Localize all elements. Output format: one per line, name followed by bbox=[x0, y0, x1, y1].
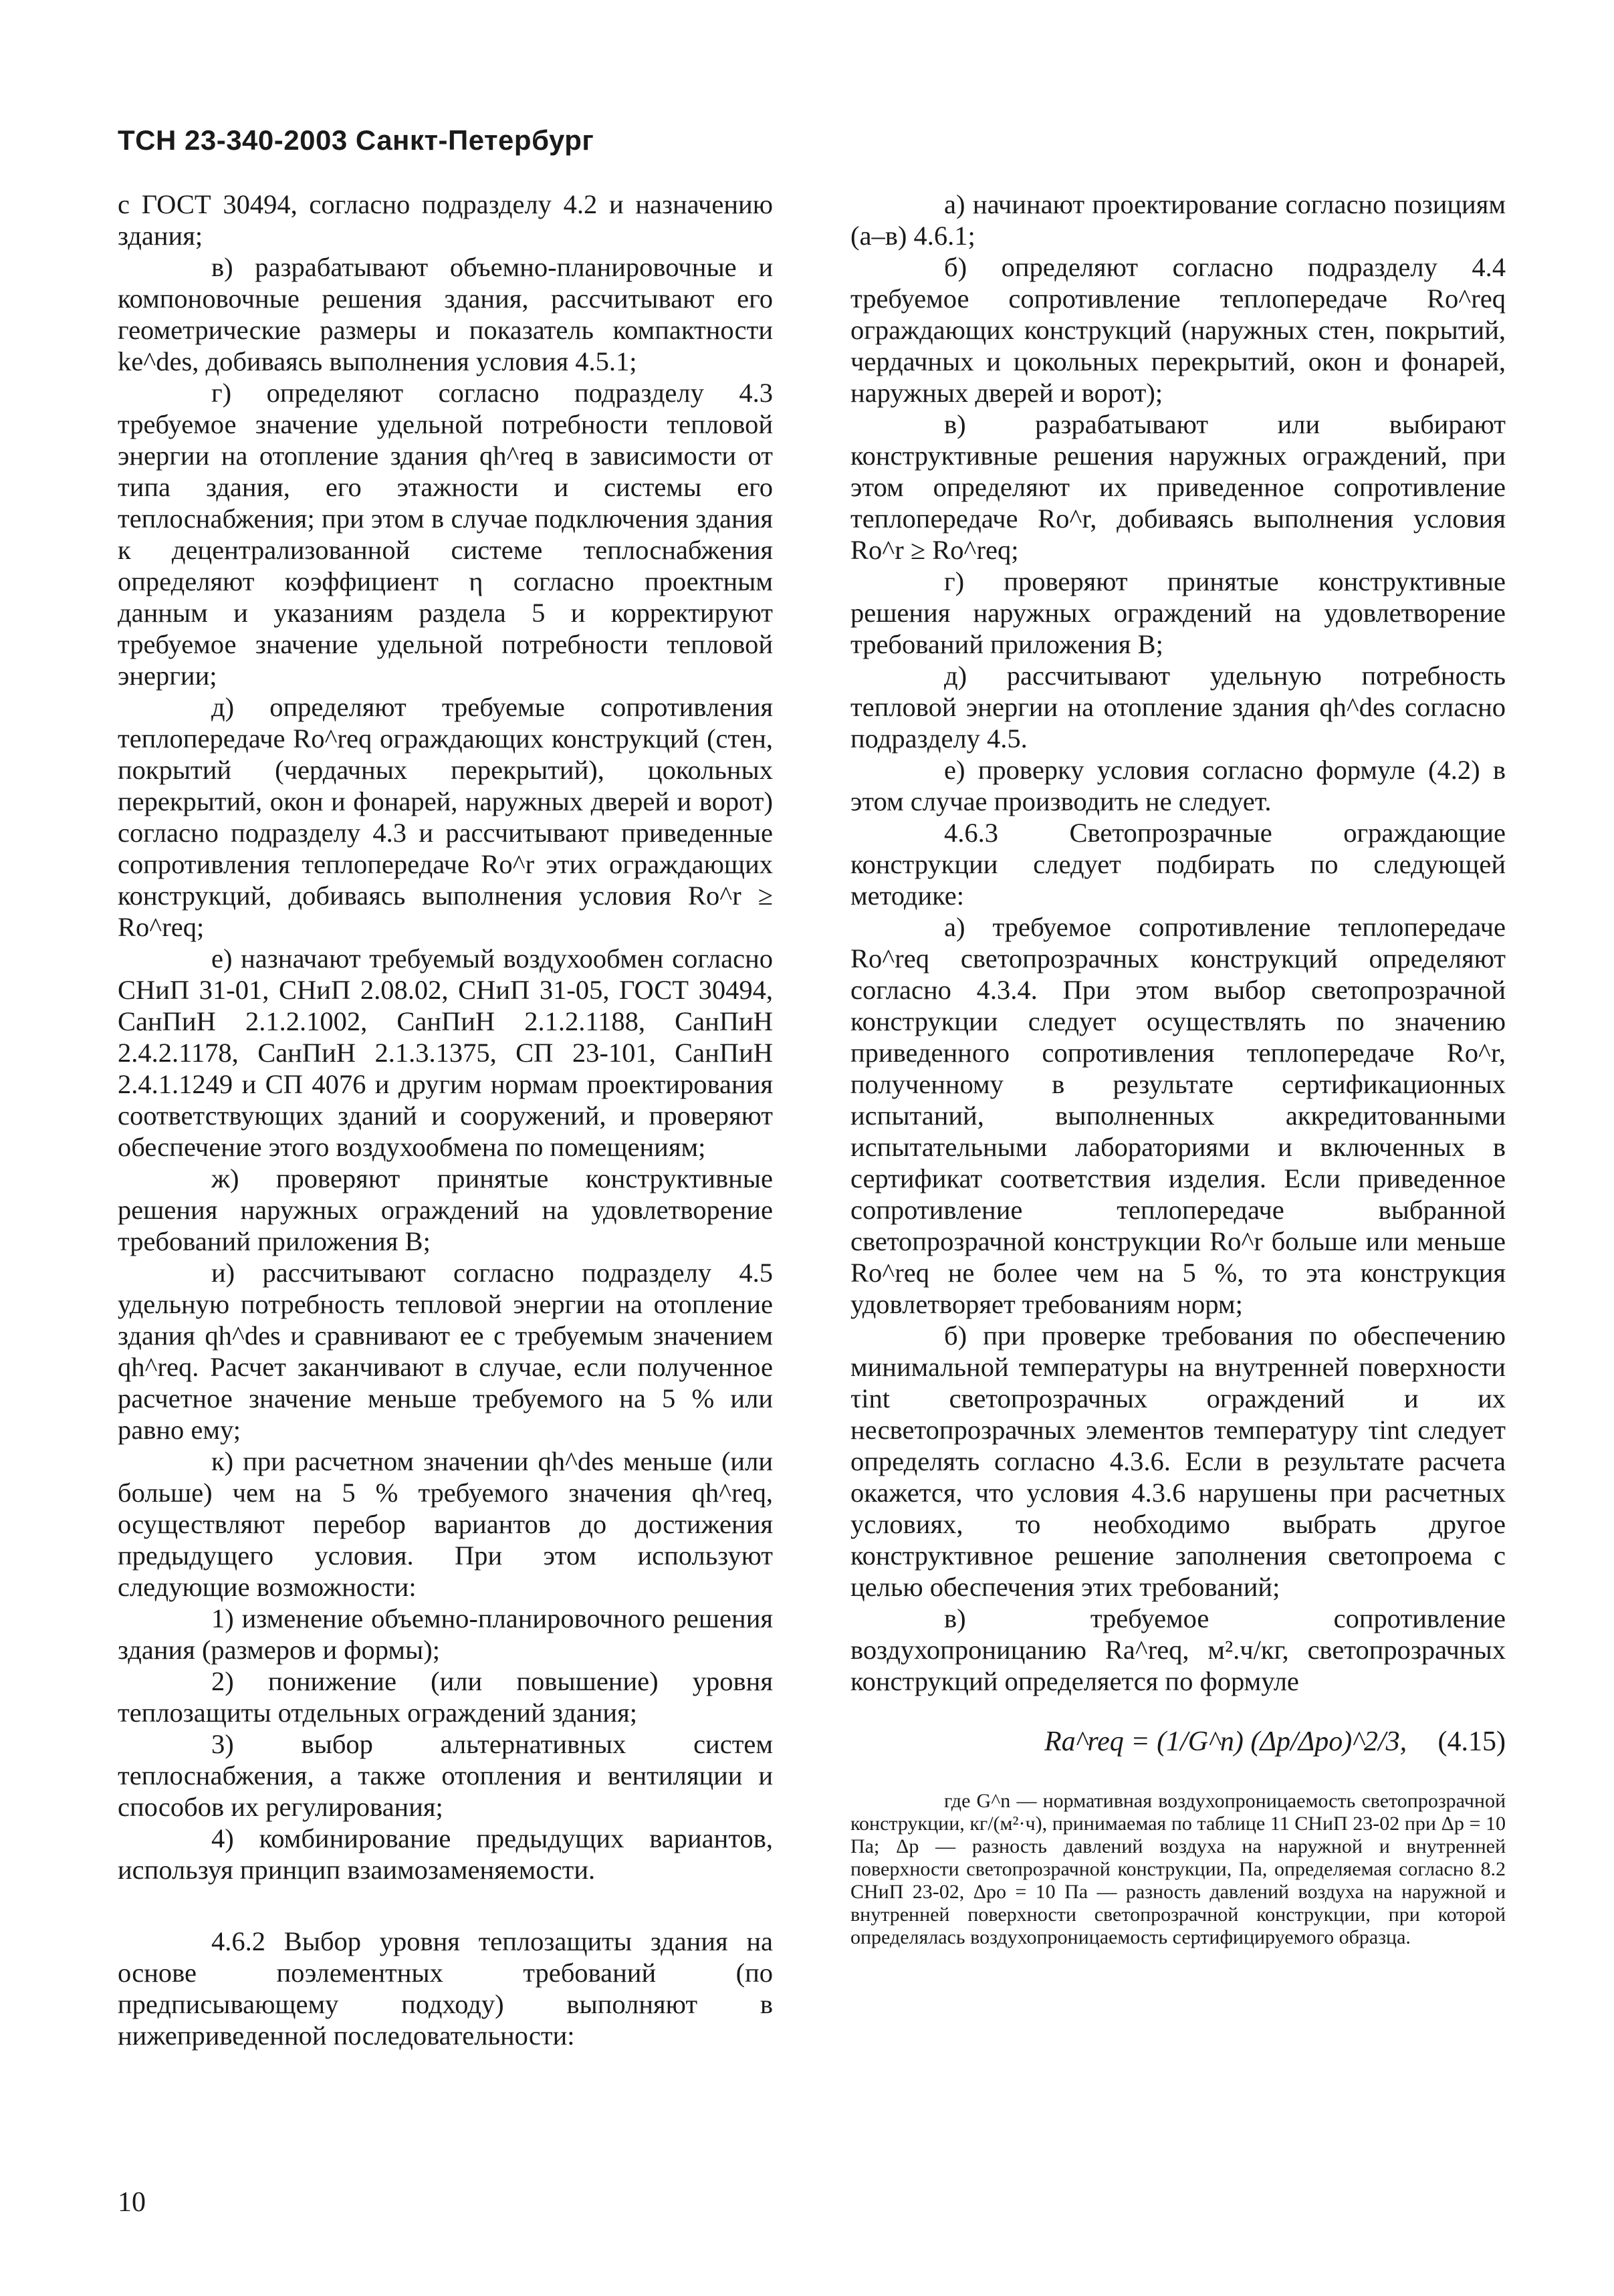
paragraph: в) разрабатывают объемно-планировочные и компоновочные решения здания, рассчитывают его геометрические размеры и показатель компактности ke^des, добиваясь выполнения условия 4.5.1; bbox=[118, 252, 773, 376]
paragraph: б) при проверке требования по обеспечению минимальной температуры на внутренней поверхности τint светопрозрачных ограждений и их несветопрозрачных элементов температуру τint следует определять согласно 4.3.6. Если в результате расчета окажется, что условия 4.3.6 нарушены при расчетных условиях, то необходимо выбрать другое конструктивное решение заполнения светопроема с целью обеспечения этих требований; bbox=[850, 1321, 1506, 1602]
formula-note: где G^n — нормативная воздухопроницаемость светопрозрачной конструкции, кг/(м²·ч), принимаемая по таблице 11 СНиП 23-02 при Δp = 10 Па; Δp — разность давлений воздуха на наружной и внутренней поверхности светопрозрачной конструкции, Па, определяемая согласно 8.2 СНиП 23-02, Δpo = 10 Па — разность давлений воздуха на наружной и внутренней поверхности светопрозрачной конструкции, при которой определялась воздухопроницаемость сертифицируемого образца. bbox=[850, 1790, 1506, 1948]
paragraph: г) определяют согласно подразделу 4.3 требуемое значение удельной потребности тепловой энергии на отопление здания qh^req в зависимости от типа здания, его этажности и системы его теплоснабжения; при этом в случае подключения здания к децентрализованной системе теплоснабжения определяют коэффициент η согласно проектным данным и указаниям раздела 5 и корректируют требуемое значение удельной потребности тепловой энергии; bbox=[118, 378, 773, 691]
paragraph: ж) проверяют принятые конструктивные решения наружных ограждений на удовлетворение требований приложения В; bbox=[118, 1163, 773, 1256]
paragraph: 2) понижение (или повышение) уровня теплозащиты отдельных ограждений здания; bbox=[118, 1666, 773, 1728]
formula bbox=[850, 1726, 1506, 1758]
paragraph: в) разрабатывают или выбирают конструктивные решения наружных ограждений, при этом определяют их приведенное сопротивление теплопередаче Ro^r, добиваясь выполнения условия Ro^r ≥ Ro^req; bbox=[850, 409, 1506, 565]
paragraph: в) требуемое сопротивление воздухопроницанию Ra^req, м².ч/кг, светопрозрачных конструкций определяется по формуле bbox=[850, 1603, 1506, 1696]
paragraph: а) начинают проектирование согласно позициям (а–в) 4.6.1; bbox=[850, 189, 1506, 251]
right-column bbox=[850, 189, 1506, 1949]
paragraph: и) рассчитывают согласно подразделу 4.5 удельную потребность тепловой энергии на отопление здания qh^des и сравнивают ее с требуемым значением qh^req. Расчет заканчивают в случае, если полученное расчетное значение меньше требуемого на 5 % или равно ему; bbox=[118, 1258, 773, 1445]
formula-number: (4.15) bbox=[1437, 1726, 1506, 1757]
paragraph: 4) комбинирование предыдущих вариантов, используя принцип взаимозаменяемости. bbox=[118, 1823, 773, 1885]
section-heading-paragraph: 4.6.2 Выбор уровня теплозащиты здания на основе поэлементных требований (по предписывающему подходу) выполняют в нижеприведенной последовательности: bbox=[118, 1926, 773, 2051]
paragraph: е) назначают требуемый воздухообмен согласно СНиП 31-01, СНиП 2.08.02, СНиП 31-05, ГОСТ 30494, СанПиН 2.1.2.1002, СанПиН 2.1.2.1188, СанПиН 2.4.2.1178, СанПиН 2.1.3.1375, СП 23-101, СанПиН 2.4.1.1249 и СП 4076 и другим нормам проектирования соответствующих зданий и сооружений, и проверяют обеспечение этого воздухообмена по помещениям; bbox=[118, 943, 773, 1162]
page-number: 10 bbox=[118, 2187, 146, 2218]
paragraph: 4.6.3 Светопрозрачные ограждающие конструкции следует подбирать по следующей методике: bbox=[850, 818, 1506, 911]
paragraph: 3) выбор альтернативных систем теплоснабжения, а также отопления и вентиляции и способов их регулирования; bbox=[118, 1729, 773, 1822]
paragraph: д) определяют требуемые сопротивления теплопередаче Ro^req ограждающих конструкций (стен, покрытий (чердачных перекрытий), цокольных перекрытий, окон и фонарей, наружных дверей и ворот) согласно подразделу 4.3 и рассчитывают приведенные сопротивления теплопередаче Ro^r этих ограждающих конструкций, добиваясь выполнения условия Ro^r ≥ Ro^req; bbox=[118, 692, 773, 942]
paragraph: а) требуемое сопротивление теплопередаче Ro^req светопрозрачных конструкций определяют согласно 4.3.4. При этом выбор светопрозрачной конструкции следует осуществлять по значению приведенного сопротивления теплопередаче Ro^r, полученному в результате сертификационных испытаний, выполненных аккредитованными испытательными лабораториями и включенных в сертификат соответствия изделия. Если приведенное сопротивление теплопередаче выбранной светопрозрачной конструкции Ro^r больше или меньше Ro^req не более чем на 5 %, то эта конструкция удовлетворяет требованиям норм; bbox=[850, 912, 1506, 1319]
running-header: ТСН 23-340-2003 Санкт-Петербург bbox=[118, 124, 594, 156]
paragraph: е) проверку условия согласно формуле (4.2) в этом случае производить не следует. bbox=[850, 755, 1506, 816]
paragraph: д) рассчитывают удельную потребность тепловой энергии на отопление здания qh^des согласно подразделу 4.5. bbox=[850, 661, 1506, 754]
left-column bbox=[118, 189, 773, 2051]
paragraph: г) проверяют принятые конструктивные решения наружных ограждений на удовлетворение требований приложения В; bbox=[850, 566, 1506, 659]
formula-text: Ra^req = (1/G^n) (Δp/Δpo)^2/3, bbox=[1044, 1726, 1407, 1757]
paragraph: б) определяют согласно подразделу 4.4 требуемое сопротивление теплопередаче Ro^req ограждающих конструкций (наружных стен, покрытий, чердачных и цокольных перекрытий, окон и фонарей, наружных дверей и ворот); bbox=[850, 252, 1506, 408]
paragraph: к) при расчетном значении qh^des меньше (или больше) чем на 5 % требуемого значения qh^req, осуществляют перебор вариантов до достижения предыдущего условия. При этом используют следующие возможности: bbox=[118, 1446, 773, 1602]
paragraph: с ГОСТ 30494, согласно подразделу 4.2 и назначению здания; bbox=[118, 189, 773, 251]
paragraph: 1) изменение объемно-планировочного решения здания (размеров и формы); bbox=[118, 1603, 773, 1665]
